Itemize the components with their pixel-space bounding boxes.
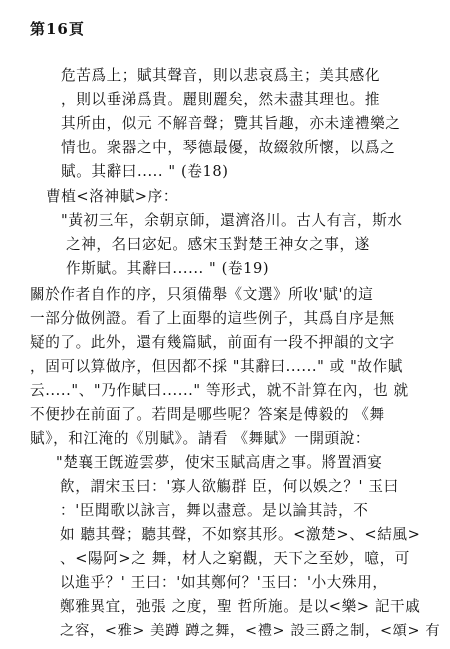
text-line: 賦。其辭曰..... " (卷18): [61, 163, 229, 180]
text-line: 云....."、"乃作賦曰......" 等形式，就不計算在內，也 就: [30, 382, 409, 399]
text-line: "楚襄王旣遊雲夢，使宋玉賦高唐之事。將置酒宴: [56, 454, 383, 471]
text-line: 不便抄在前面了。若問是哪些呢？答案是傅毅的 《舞: [30, 406, 385, 423]
text-line: 之神，名曰宓妃。感宋玉對楚王神女之事，遂: [66, 236, 370, 253]
text-line: 情也。衆器之中，琴德最優，故綴敘所懷，以爲之: [61, 139, 396, 156]
text-line: 疑的了。此外，還有幾篇賦，前面有一段不押韻的文字: [30, 334, 395, 351]
text-line: ，則以垂涕爲貴。麗則麗矣，然未盡其理也。推: [61, 91, 381, 108]
text-line: 如 聽其聲；聽其聲，不如察其形。<激楚>、<結風>: [60, 526, 421, 543]
text-line: 一部分做例證。看了上面舉的這些例子，其爲自序是無: [30, 310, 395, 327]
text-line: 關於作者自作的序，只須備舉《文選》所收'賦'的這: [30, 286, 374, 303]
text-line: 鄭雅異宜，弛張 之度，聖 哲所施。是以<樂> 記干戚: [60, 598, 421, 615]
text-line: 曹植<洛神賦>序：: [46, 188, 179, 205]
text-line: ，固可以算做序，但因都不採 "其辭曰......" 或 "故作賦: [30, 358, 403, 375]
text-line: 以進乎？' 王曰：'如其鄭何？'玉曰：'小大殊用，: [60, 574, 388, 591]
text-line: 之容，<雅> 美蹲 蹲之舞，<禮> 設三爵之制，<頌> 有: [60, 623, 441, 639]
text-line: 作斯賦。其辭曰...... " (卷19): [66, 260, 270, 277]
text-line: 其所由，似元 不解音聲；覽其旨趣，亦未達禮樂之: [61, 115, 401, 132]
text-line: ：'臣聞歌以詠言，舞以盡意。是以論其詩，不: [60, 502, 369, 519]
text-line: "黃初三年，余朝京師，還濟洛川。古人有言，斯水: [61, 212, 403, 229]
page-header: 第16頁: [30, 20, 85, 38]
text-line: 飮，謂宋玉曰：'寡人欲觴群 臣，何以娛之？' 玉曰: [60, 478, 399, 495]
text-line: 危苦爲上；賦其聲音，則以悲哀爲主；美其感化: [61, 67, 381, 84]
text-line: 、<陽阿>之 舞，材人之窮觀，天下之至妙，噫，可: [60, 550, 410, 567]
text-line: 賦》，和江淹的《別賦》。請看 《舞賦》一開頭說：: [30, 430, 371, 447]
